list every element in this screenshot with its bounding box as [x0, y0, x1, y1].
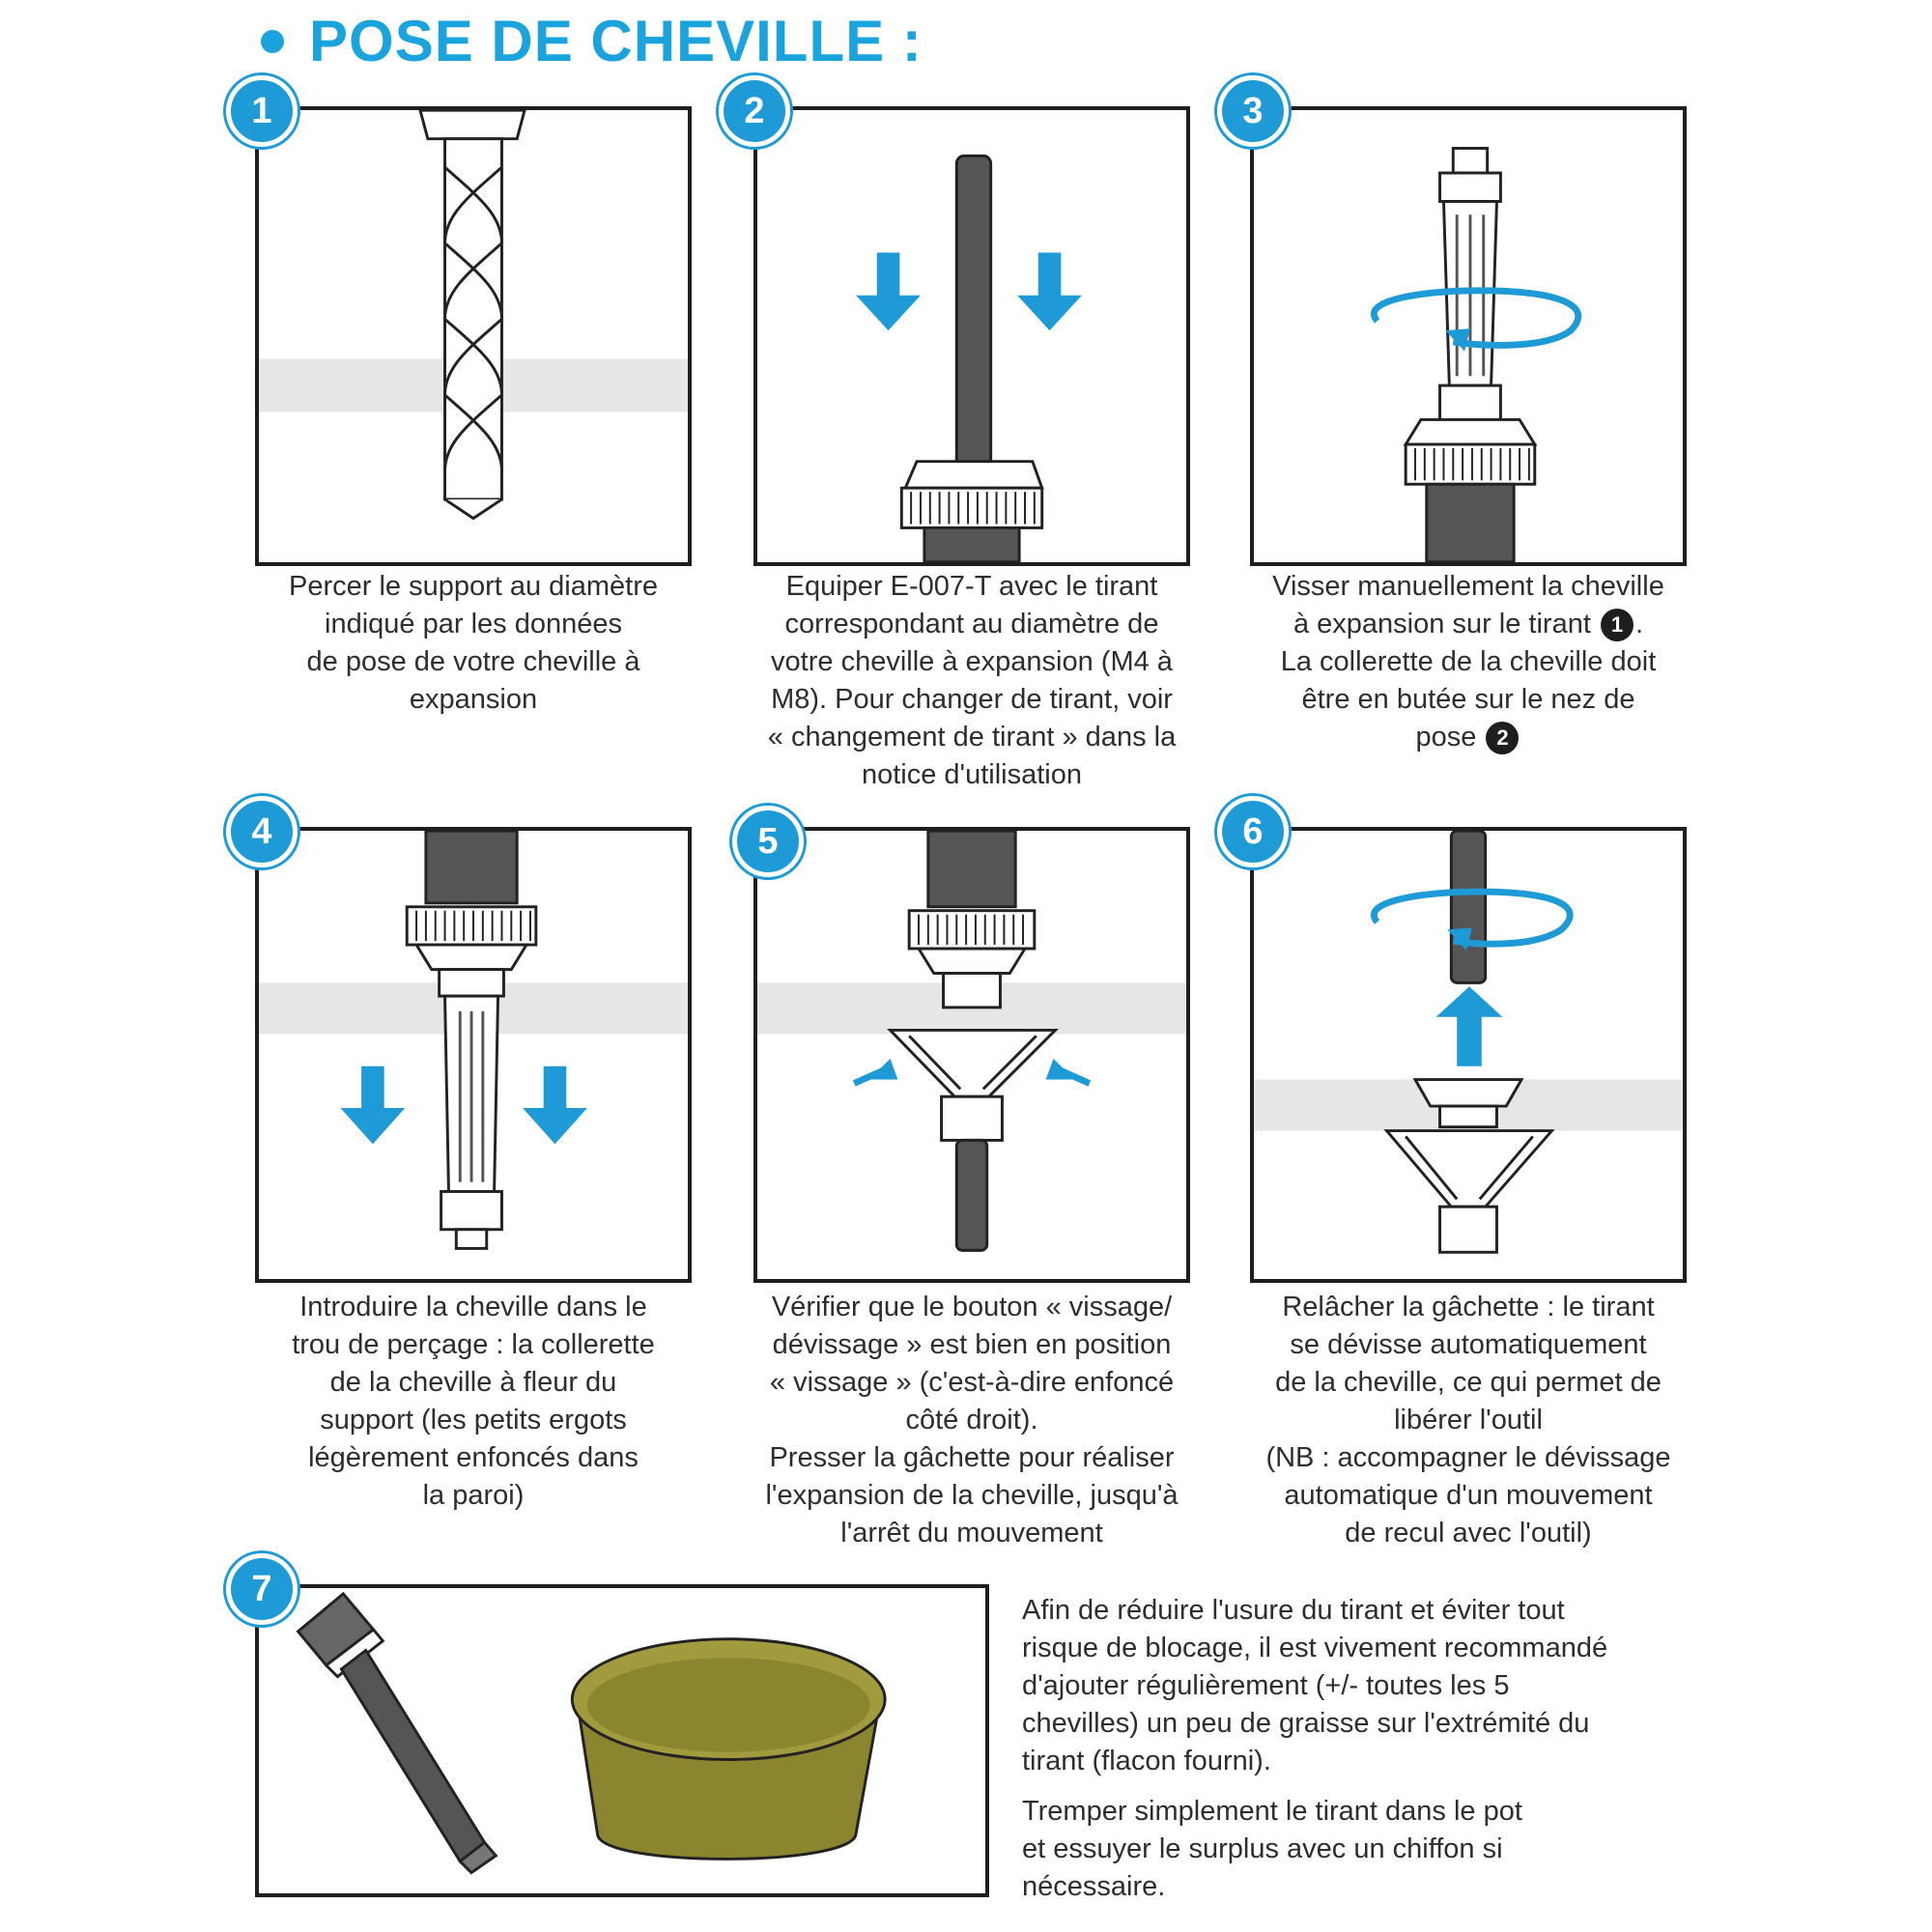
step-6-caption: Relâcher la gâchette : le tirant se dévisse automatiquement de la cheville, ce qui permet de libérer l'outil (NB : accompagner le dévissage automatique d'un mouvement de recul avec l'outil) — [1265, 1292, 1671, 1548]
step-3-caption-b: La collerette de la cheville doit être en butée sur le nez de pose — [1280, 646, 1657, 753]
drill-bit-icon — [259, 110, 688, 562]
step-1-caption: Percer le support au diamètre indiqué par les données de pose de votre cheville à expansion — [288, 571, 659, 715]
step-3-panel — [1250, 106, 1687, 566]
step-4-badge: 4 — [226, 796, 298, 867]
grease-pot-icon — [572, 1639, 885, 1860]
step-5-caption: Vérifier que le bouton « vissage/ dévissage » est bien en position « vissage » (c'est-à-dire enfoncé côté droit). Presser la gâchette pour réaliser l'expansion de la cheville, jusqu'à l'arrêt du mouvement — [765, 1292, 1179, 1548]
step-2-caption: Equiper E-007-T avec le tirant correspondant au diamètre de votre cheville à expansion (M4 à M8). Pour changer de tirant, voir « changement de tirant » dans la notice d'utilisation — [767, 571, 1177, 790]
step-5-badge: 5 — [732, 806, 804, 877]
reference-2-icon: 2 — [1486, 722, 1519, 754]
step-5-panel — [753, 827, 1190, 1283]
step-1-panel — [255, 106, 692, 566]
grease-note-paragraph-1: Afin de réduire l'usure du tirant et éviter tout risque de blocage, il est vivement recommandé d'ajouter régulièrement (+/- toutes les 5 chevilles) un peu de graisse sur l'extrémité du tirant (flacon fourni). — [1022, 1595, 1608, 1776]
step-3-caption: Visser manuellement la cheville à expansion sur le tirant 1 . La collerette de la cheville doit être en butée sur le nez de pose 2 — [1229, 568, 1708, 756]
step-3-caption-a: Visser manuellement la cheville à expansion sur le tirant — [1272, 571, 1664, 639]
step-1-badge: 1 — [226, 75, 298, 147]
page-title-text: POSE DE CHEVILLE : — [309, 9, 923, 73]
page-title — [261, 8, 923, 74]
reference-1-icon: 1 — [1601, 609, 1634, 641]
tie-rod-tool-icon — [298, 1594, 496, 1873]
step-6-panel — [1250, 827, 1687, 1283]
step-7-badge: 7 — [226, 1553, 298, 1625]
grease-note-paragraph-2: Tremper simplement le tirant dans le pot et essuyer le surplus avec un chiffon si nécessaire. — [1022, 1796, 1522, 1902]
step-4-caption: Introduire la cheville dans le trou de perçage : la collerette de la cheville à fleur du support (les petits ergots légèrement enfoncés dans la paroi) — [292, 1292, 655, 1511]
step-2-panel — [753, 106, 1190, 566]
up-arrow-icon — [1436, 986, 1503, 1066]
step-2-badge: 2 — [719, 75, 790, 147]
step-7-panel — [255, 1584, 989, 1897]
step-3-badge: 3 — [1217, 75, 1289, 147]
step-6-badge: 6 — [1217, 796, 1289, 867]
step-4-panel — [255, 827, 692, 1283]
bullet-icon — [261, 30, 284, 53]
